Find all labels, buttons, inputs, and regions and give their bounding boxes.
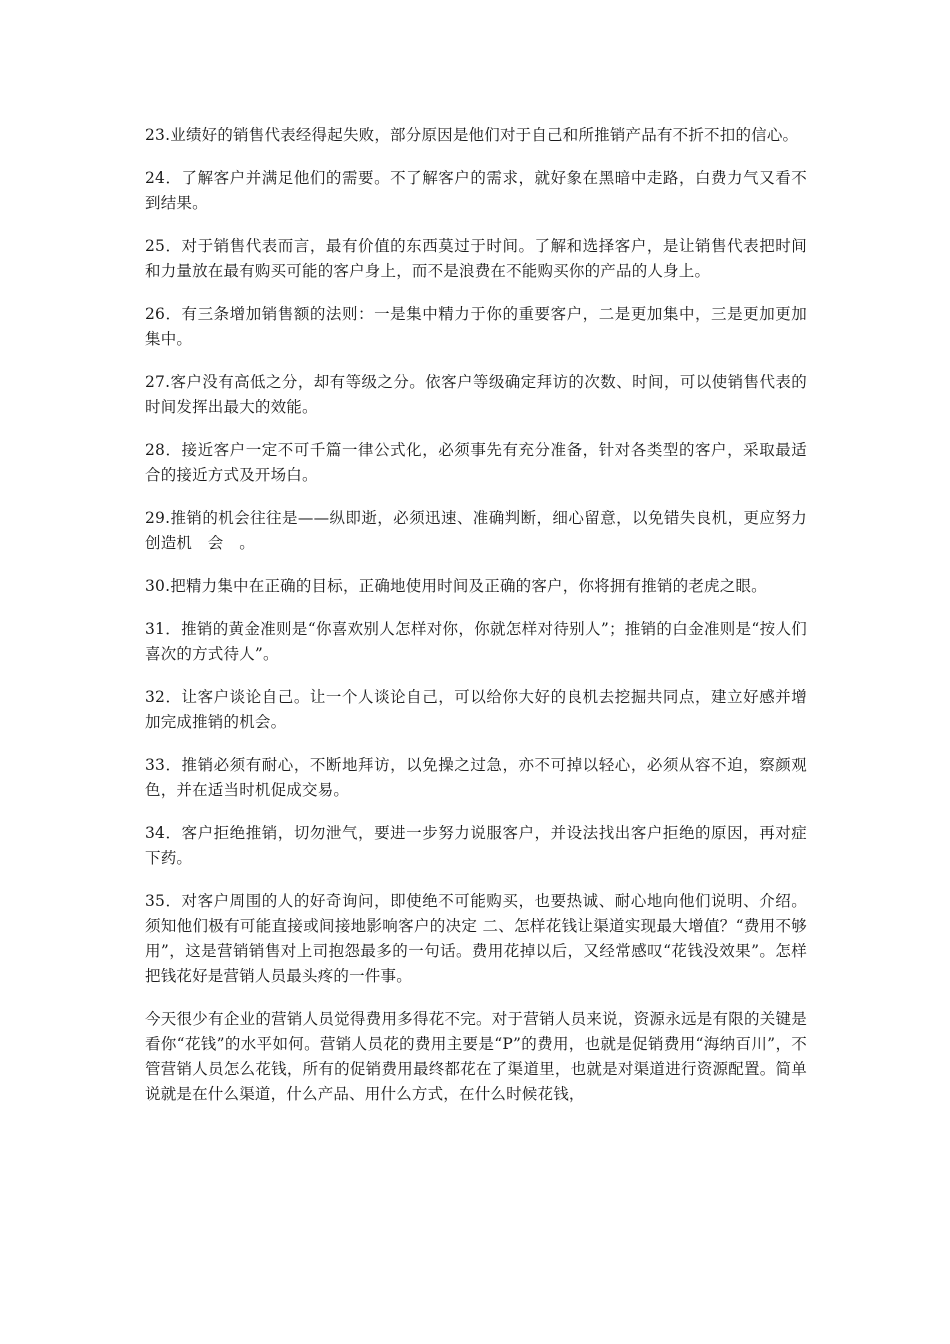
paragraph-33: 33．推销必须有耐心，不断地拜访，以免操之过急，亦不可掉以轻心，必须从容不迫，察颜观色，并在适当时机促成交易。 — [145, 756, 807, 799]
paragraph-28: 28．接近客户一定不可千篇一律公式化，必须事先有充分准备，针对各类型的客户，采取最适合的接近方式及开场白。 — [145, 441, 807, 484]
paragraph-27: 27.客户没有高低之分，却有等级之分。依客户等级确定拜访的次数、时间，可以使销售代表的时间发挥出最大的效能。 — [145, 373, 807, 416]
paragraph-channel-spending: 今天很少有企业的营销人员觉得费用多得花不完。对于营销人员来说，资源永远是有限的关键是看你“花钱”的水平如何。营销人员花的费用主要是“P”的费用，也就是促销费用“海纳百川”，不管营销人员怎么花钱，所有的促销费用最终都花在了渠道里，也就是对渠道进行资源配置。简单说就是在什么渠道，什么产品、用什么方式，在什么时候花钱， — [145, 1010, 807, 1103]
paragraph-29: 29.推销的机会往往是——纵即逝，必须迅速、准确判断，细心留意，以免错失良机，更应努力创造机 会 。 — [145, 509, 807, 552]
paragraph-26: 26．有三条增加销售额的法则：一是集中精力于你的重要客户，二是更加集中，三是更加更加集中。 — [145, 305, 807, 348]
paragraph-23: 23.业绩好的销售代表经得起失败，部分原因是他们对于自己和所推销产品有不折不扣的信心。 — [145, 126, 799, 144]
paragraph-32: 32．让客户谈论自己。让一个人谈论自己，可以给你大好的良机去挖掘共同点，建立好感并增加完成推销的机会。 — [145, 688, 807, 731]
paragraph-31: 31．推销的黄金准则是“你喜欢别人怎样对你，你就怎样对待别人”；推销的白金准则是“按人们喜次的方式待人”。 — [145, 620, 807, 663]
paragraph-24: 24．了解客户并满足他们的需要。不了解客户的需求，就好象在黑暗中走路，白费力气又看不到结果。 — [145, 169, 807, 212]
paragraph-34: 34．客户拒绝推销，切勿泄气，要进一步努力说服客户，并设法找出客户拒绝的原因，再对症下药。 — [145, 824, 807, 867]
document-page — [145, 123, 807, 1125]
paragraph-25: 25．对于销售代表而言，最有价值的东西莫过于时间。了解和选择客户，是让销售代表把时间和力量放在最有购买可能的客户身上，而不是浪费在不能购买你的产品的人身上。 — [145, 237, 807, 280]
paragraph-30: 30.把精力集中在正确的目标，正确地使用时间及正确的客户，你将拥有推销的老虎之眼。 — [145, 577, 767, 595]
paragraph-35: 35．对客户周围的人的好奇询问，即使绝不可能购买，也要热诚、耐心地向他们说明、介绍。须知他们极有可能直接或间接地影响客户的决定 二、怎样花钱让渠道实现最大增值？“费用不够用”，这是营销销售对上司抱怨最多的一句话。费用花掉以后，又经常感叹“花钱没效果”。怎样把钱花好是营销人员最头疼的一件事。 — [145, 892, 807, 985]
